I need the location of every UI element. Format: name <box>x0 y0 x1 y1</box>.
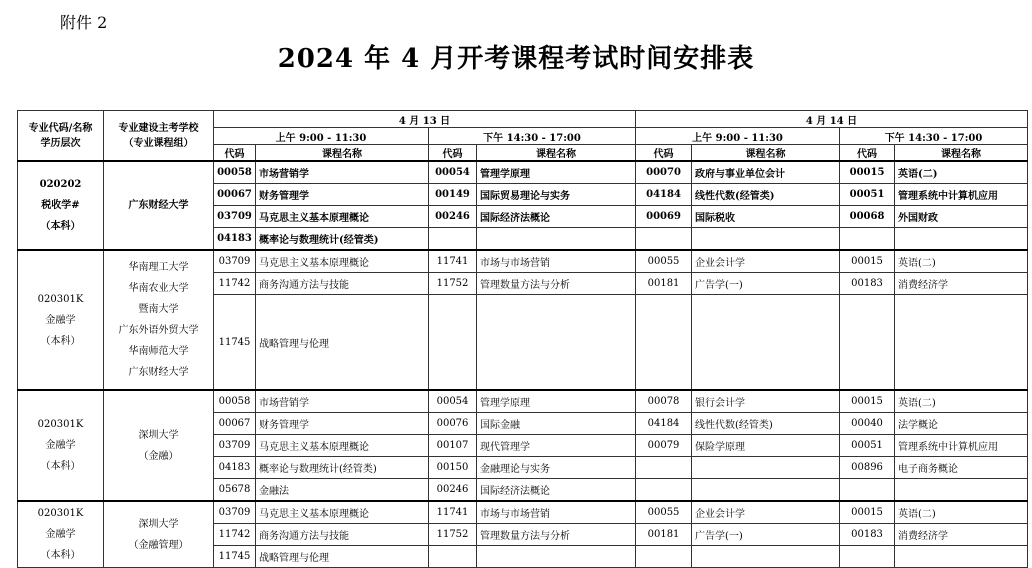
course-name-cell: 英语(二) <box>895 161 1028 184</box>
course-code-cell: 00181 <box>636 524 692 546</box>
course-code-cell: 11752 <box>429 273 477 295</box>
course-name-cell: 管理系统中计算机应用 <box>895 435 1028 457</box>
course-code-cell <box>636 228 692 251</box>
course-code-cell: 00079 <box>636 435 692 457</box>
course-name-cell <box>895 546 1028 568</box>
major-cell <box>18 161 104 250</box>
course-code-cell <box>840 479 895 502</box>
course-code-cell <box>840 228 895 251</box>
course-code-cell: 00058 <box>214 161 256 184</box>
course-name-cell: 商务沟通方法与技能 <box>256 273 429 295</box>
course-code-cell: 03709 <box>214 250 256 273</box>
school-line: （金融） <box>138 450 179 462</box>
course-code-cell: 00181 <box>636 273 692 295</box>
course-name-cell: 马克思主义基本原理概论 <box>256 206 429 228</box>
page-title: 2024 年 4 月开考课程考试时间安排表 <box>277 44 755 74</box>
school-line: 广东财经大学 <box>128 200 189 211</box>
course-code-cell: 03709 <box>214 501 256 524</box>
course-code-cell: 11741 <box>429 250 477 273</box>
name-header: 课程名称 <box>692 145 840 162</box>
major-cell <box>18 390 104 501</box>
course-name-cell <box>692 295 840 391</box>
course-name-cell: 电子商务概论 <box>895 457 1028 479</box>
major-line: （本科） <box>40 550 81 561</box>
course-name-cell: 市场营销学 <box>256 390 429 413</box>
course-code-cell: 00055 <box>636 501 692 524</box>
school-cell <box>104 161 214 250</box>
course-name-cell: 市场与市场营销 <box>477 501 636 524</box>
school-line: 华南师范大学 <box>128 346 189 357</box>
course-code-cell: 00183 <box>840 273 895 295</box>
course-code-cell <box>636 479 692 502</box>
course-name-cell: 财务管理学 <box>256 413 429 435</box>
course-code-cell: 00068 <box>840 206 895 228</box>
school-line: 深圳大学 <box>138 429 179 441</box>
major-line: 金融学 <box>45 314 76 326</box>
table-row <box>18 161 1028 184</box>
course-name-cell <box>692 457 840 479</box>
course-name-cell: 市场营销学 <box>256 161 429 184</box>
course-name-cell: 国际金融 <box>477 413 636 435</box>
course-code-cell: 05678 <box>214 479 256 502</box>
course-code-cell: 00015 <box>840 501 895 524</box>
code-header: 代码 <box>636 145 692 162</box>
course-code-cell: 04183 <box>214 457 256 479</box>
course-name-cell: 财务管理学 <box>256 184 429 206</box>
course-name-cell: 消费经济学 <box>895 524 1028 546</box>
course-code-cell: 00054 <box>429 161 477 184</box>
major-line: 金融学 <box>45 440 76 451</box>
course-code-cell: 00067 <box>214 413 256 435</box>
course-name-cell: 战略管理与伦理 <box>256 546 429 568</box>
course-code-cell: 00150 <box>429 457 477 479</box>
course-name-cell: 国际经济法概论 <box>477 206 636 228</box>
school-line: 华南农业大学 <box>128 283 189 294</box>
course-code-cell <box>429 546 477 568</box>
code-header: 代码 <box>429 145 477 162</box>
course-code-cell <box>636 295 692 391</box>
major-line: 税收学# <box>41 200 80 211</box>
course-code-cell: 11752 <box>429 524 477 546</box>
course-code-cell: 00015 <box>840 250 895 273</box>
course-name-cell: 概率论与数理统计(经管类) <box>256 228 429 251</box>
course-code-cell: 04183 <box>214 228 256 251</box>
course-name-cell: 商务沟通方法与技能 <box>256 524 429 546</box>
course-name-cell: 金融法 <box>256 479 429 502</box>
major-line: 020301K <box>37 293 84 305</box>
course-name-cell <box>477 546 636 568</box>
major-line: 020301K <box>37 419 84 430</box>
course-code-cell: 00246 <box>429 479 477 502</box>
course-name-cell <box>692 546 840 568</box>
course-name-cell: 消费经济学 <box>895 273 1028 295</box>
school-header: 专业建设主考学校 （专业课程组） <box>104 111 214 162</box>
course-name-cell: 现代管理学 <box>477 435 636 457</box>
course-name-cell <box>692 228 840 251</box>
course-code-cell: 00015 <box>840 161 895 184</box>
course-name-cell: 外国财政 <box>895 206 1028 228</box>
course-name-cell: 线性代数(经管类) <box>692 184 840 206</box>
course-code-cell: 04184 <box>636 184 692 206</box>
course-code-cell <box>636 457 692 479</box>
school-line: 广东财经大学 <box>128 367 189 378</box>
course-code-cell: 03709 <box>214 206 256 228</box>
course-name-cell: 银行会计学 <box>692 390 840 413</box>
major-cell <box>18 501 104 568</box>
school-line: 广东外语外贸大学 <box>118 325 199 336</box>
school-line: 深圳大学 <box>138 518 179 530</box>
course-name-cell: 英语(二) <box>895 250 1028 273</box>
day1-afternoon-header: 下午 14:30 - 17:00 <box>429 128 636 145</box>
code-header: 代码 <box>214 145 256 162</box>
course-code-cell: 00055 <box>636 250 692 273</box>
course-name-cell: 线性代数(经管类) <box>692 413 840 435</box>
course-name-cell: 马克思主义基本原理概论 <box>256 250 429 273</box>
major-line: 020301K <box>37 508 84 519</box>
course-code-cell <box>636 546 692 568</box>
major-line: （本科） <box>40 461 81 472</box>
table-row <box>18 501 1028 524</box>
course-name-cell: 企业会计学 <box>692 250 840 273</box>
course-name-cell: 战略管理与伦理 <box>256 295 429 391</box>
name-header: 课程名称 <box>256 145 429 162</box>
course-code-cell: 00058 <box>214 390 256 413</box>
attachment-label: 附件 2 <box>60 13 108 32</box>
course-name-cell: 管理学原理 <box>477 161 636 184</box>
course-name-cell: 法学概论 <box>895 413 1028 435</box>
school-line: 华南理工大学 <box>128 262 189 273</box>
name-header: 课程名称 <box>477 145 636 162</box>
day2-morning-header: 上午 9:00 - 11:30 <box>636 128 840 145</box>
course-name-cell <box>692 479 840 502</box>
course-name-cell: 广告学(一) <box>692 524 840 546</box>
course-code-cell: 03709 <box>214 435 256 457</box>
course-name-cell: 金融理论与实务 <box>477 457 636 479</box>
course-name-cell: 国际税收 <box>692 206 840 228</box>
course-code-cell: 00069 <box>636 206 692 228</box>
course-name-cell: 概率论与数理统计(经管类) <box>256 457 429 479</box>
course-name-cell: 保险学原理 <box>692 435 840 457</box>
school-line: 暨南大学 <box>138 304 179 315</box>
course-name-cell <box>477 228 636 251</box>
course-code-cell: 00246 <box>429 206 477 228</box>
course-name-cell: 国际贸易理论与实务 <box>477 184 636 206</box>
code-header: 代码 <box>840 145 895 162</box>
course-code-cell: 00070 <box>636 161 692 184</box>
course-code-cell: 00107 <box>429 435 477 457</box>
course-name-cell: 英语(二) <box>895 501 1028 524</box>
course-code-cell: 00076 <box>429 413 477 435</box>
course-code-cell: 00183 <box>840 524 895 546</box>
course-code-cell: 11745 <box>214 546 256 568</box>
school-cell <box>104 250 214 390</box>
day1-header: 4 月 13 日 <box>214 111 636 128</box>
course-code-cell: 00054 <box>429 390 477 413</box>
course-code-cell: 00078 <box>636 390 692 413</box>
course-code-cell: 00067 <box>214 184 256 206</box>
course-name-cell: 市场与市场营销 <box>477 250 636 273</box>
course-code-cell: 11742 <box>214 524 256 546</box>
course-name-cell: 管理学原理 <box>477 390 636 413</box>
course-name-cell: 国际经济法概论 <box>477 479 636 502</box>
course-name-cell: 管理系统中计算机应用 <box>895 184 1028 206</box>
course-name-cell <box>895 295 1028 391</box>
course-name-cell <box>895 479 1028 502</box>
day2-afternoon-header: 下午 14:30 - 17:00 <box>840 128 1028 145</box>
school-line: （金融管理） <box>128 539 189 551</box>
school-cell <box>104 390 214 501</box>
course-name-cell: 英语(二) <box>895 390 1028 413</box>
course-code-cell: 00051 <box>840 184 895 206</box>
day2-header: 4 月 14 日 <box>636 111 1028 128</box>
course-code-cell <box>429 228 477 251</box>
major-cell <box>18 250 104 390</box>
major-line: （本科） <box>40 335 81 347</box>
course-code-cell: 00896 <box>840 457 895 479</box>
course-code-cell: 00015 <box>840 390 895 413</box>
course-code-cell <box>840 546 895 568</box>
major-line: （本科） <box>40 221 81 232</box>
exam-schedule-table <box>17 110 1028 568</box>
course-code-cell: 00051 <box>840 435 895 457</box>
course-code-cell: 11741 <box>429 501 477 524</box>
course-code-cell: 00149 <box>429 184 477 206</box>
name-header: 课程名称 <box>895 145 1028 162</box>
course-code-cell: 11745 <box>214 295 256 391</box>
course-code-cell <box>840 295 895 391</box>
major-line: 金融学 <box>45 529 76 540</box>
course-name-cell: 马克思主义基本原理概论 <box>256 501 429 524</box>
school-cell <box>104 501 214 568</box>
course-name-cell <box>895 228 1028 251</box>
major-header: 专业代码/名称 学历层次 <box>18 111 104 162</box>
major-line: 020202 <box>39 179 82 190</box>
course-code-cell: 04184 <box>636 413 692 435</box>
course-name-cell: 管理数量方法与分析 <box>477 273 636 295</box>
course-name-cell: 企业会计学 <box>692 501 840 524</box>
course-name-cell: 政府与事业单位会计 <box>692 161 840 184</box>
course-code-cell <box>429 295 477 391</box>
day1-morning-header: 上午 9:00 - 11:30 <box>214 128 429 145</box>
course-name-cell: 广告学(一) <box>692 273 840 295</box>
course-name-cell: 马克思主义基本原理概论 <box>256 435 429 457</box>
course-code-cell: 00040 <box>840 413 895 435</box>
course-name-cell: 管理数量方法与分析 <box>477 524 636 546</box>
table-row <box>18 250 1028 273</box>
course-code-cell: 11742 <box>214 273 256 295</box>
table-row <box>18 390 1028 413</box>
course-name-cell <box>477 295 636 391</box>
